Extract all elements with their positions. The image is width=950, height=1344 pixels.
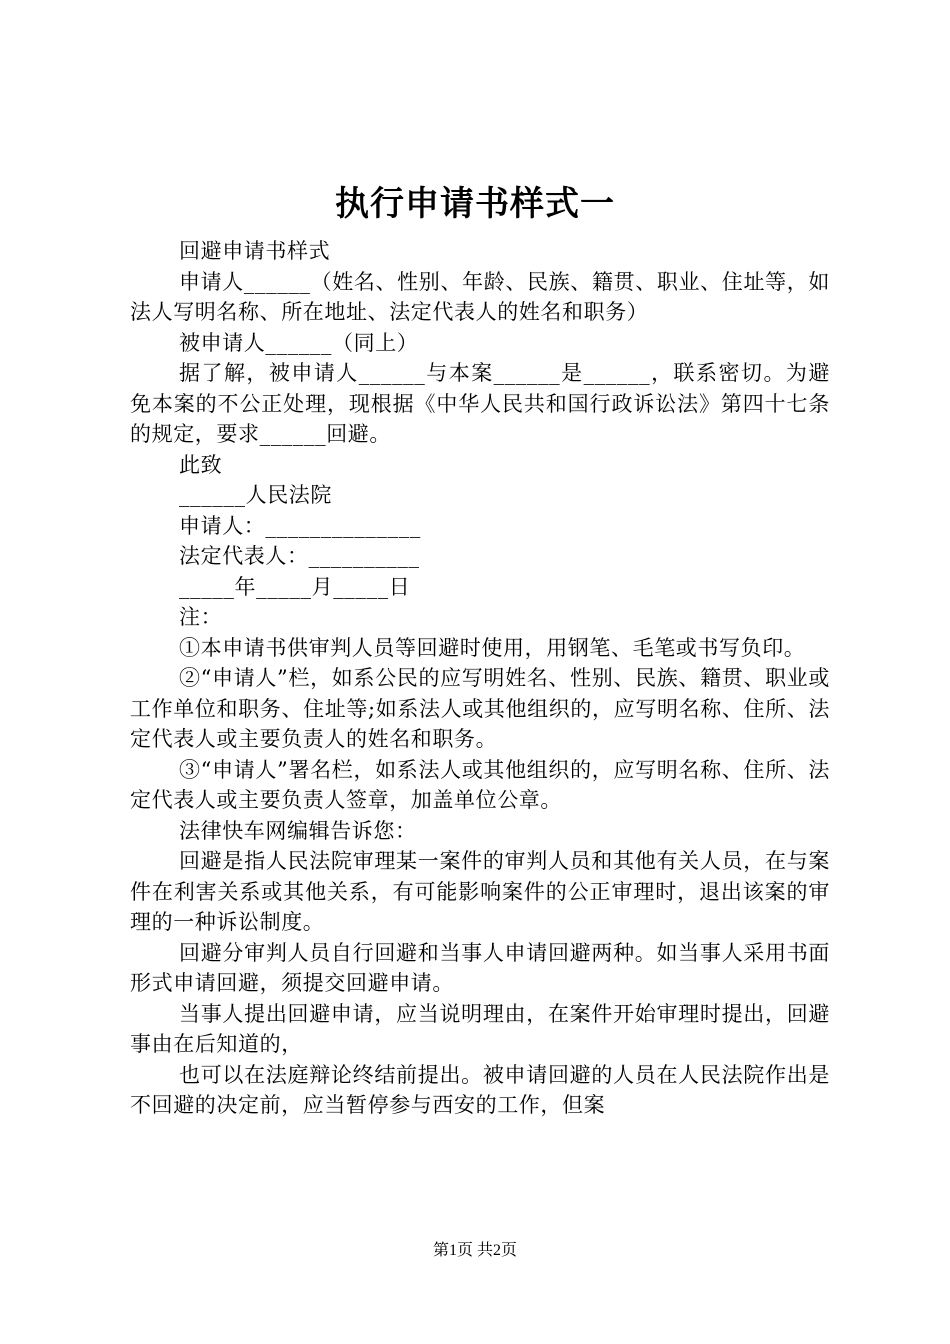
paragraph-request: 据了解，被申请人______与本案______是______，联系密切。为避免本案的不公正处理，现根据《中华人民共和国行政诉讼法》第四十七条的规定，要求______回避。 — [130, 361, 830, 446]
paragraph-heading: 回避申请书样式 — [179, 239, 331, 263]
paragraph-explanation-4: 也可以在法庭辩论终结前提出。被申请回避的人员在人民法院作出是不回避的决定前，应当暂停参与西安的工作，但案 — [130, 1062, 830, 1117]
paragraph-date: _____年_____月_____日 — [179, 574, 411, 599]
paragraph-explanation-3: 当事人提出回避申请，应当说明理由，在案件开始审理时提出，回避事由在后知道的， — [130, 1001, 830, 1056]
paragraph-respondent: 被申请人______（同上） — [179, 330, 419, 355]
paragraph-note-heading: 注： — [179, 605, 223, 629]
document-body — [130, 236, 830, 1121]
paragraph-salutation: 此致 — [179, 452, 223, 477]
paragraph-note-1: ①本申请书供审判人员等回避时使用，用钢笔、毛笔或书写负印。 — [179, 635, 806, 660]
document-title: 执行申请书样式一 — [335, 184, 615, 224]
paragraph-signature-representative: 法定代表人：__________ — [179, 544, 420, 568]
paragraph-note-3: ③“申请人”署名栏，如系法人或其他组织的，应写明名称、住所、法定代表人或主要负责人签章，加盖单位公章。 — [130, 757, 830, 812]
paragraph-court: ______人民法院 — [179, 483, 332, 507]
page-number-footer: 第1页 共2页 — [432, 1242, 517, 1259]
paragraph-editor-note: 法律快车网编辑告诉您： — [179, 818, 417, 843]
paragraph-explanation-2: 回避分审判人员自行回避和当事人申请回避两种。如当事人采用书面形式申请回避，须提交回避申请。 — [130, 940, 830, 995]
paragraph-signature-applicant: 申请人：______________ — [179, 513, 421, 538]
paragraph-applicant: 申请人______（姓名、性别、年龄、民族、籍贯、职业、住址等，如法人写明名称、所在地址、法定代表人的姓名和职务） — [130, 269, 830, 324]
paragraph-note-2: ②“申请人”栏，如系公民的应写明姓名、性别、民族、籍贯、职业或工作单位和职务、住址等;如系法人或其他组织的，应写明名称、住所、法定代表人或主要负责人的姓名和职务。 — [130, 666, 830, 751]
paragraph-explanation-1: 回避是指人民法院审理某一案件的审判人员和其他有关人员，在与案件在利害关系或其他关系，有可能影响案件的公正审理时，退出该案的审理的一种诉讼制度。 — [130, 849, 830, 934]
